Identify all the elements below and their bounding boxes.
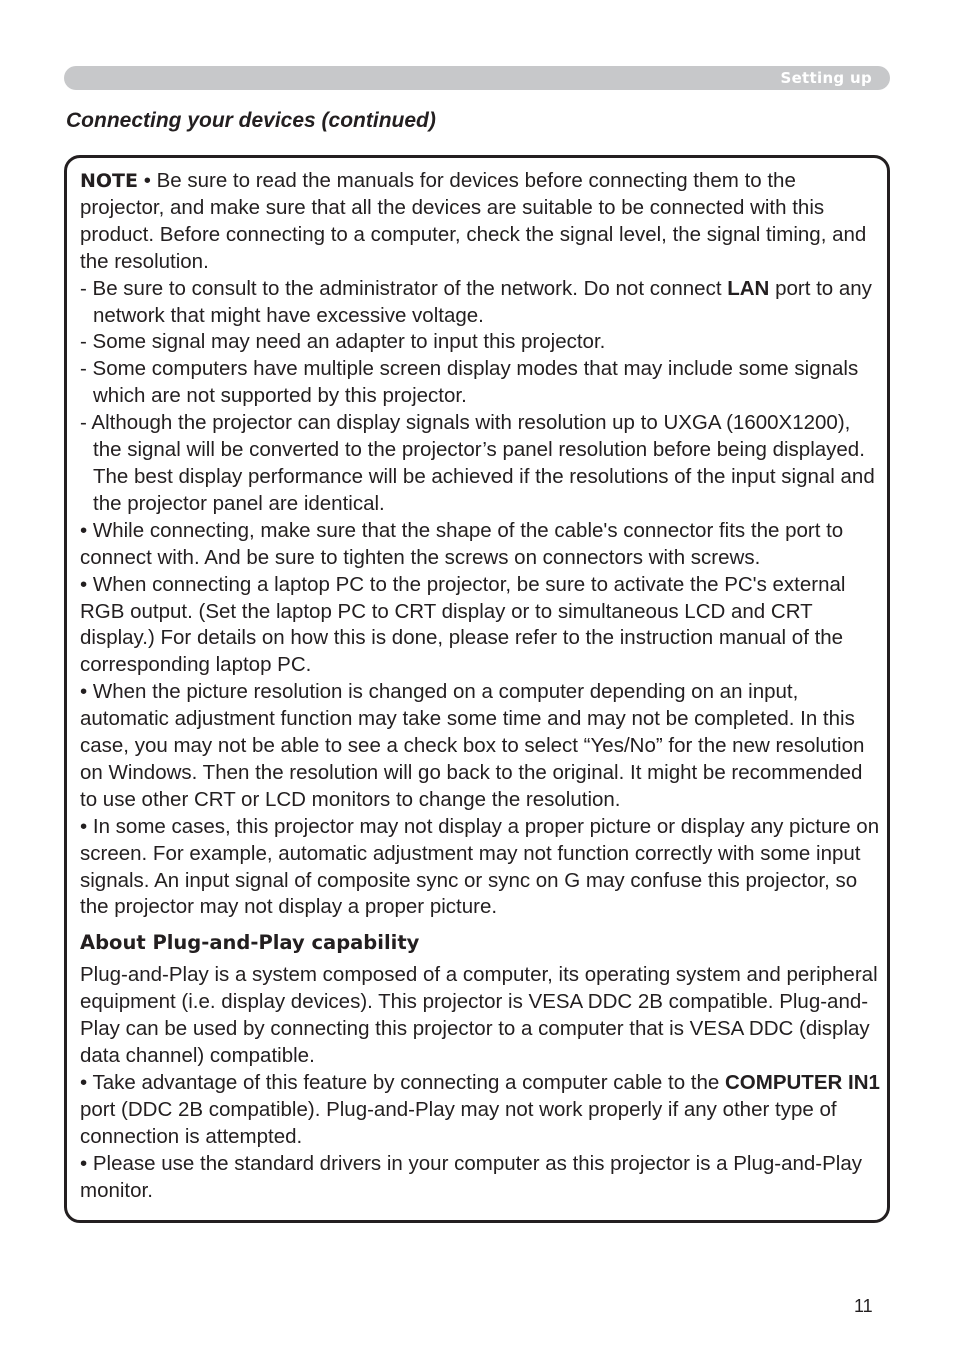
note-bullet-connector: • While connecting, make sure that the shape of the cable's connector fits the port to connect with. And be sure to tighten the screws on connectors with screws.	[80, 518, 844, 569]
header-bar	[64, 66, 890, 90]
section-label: Setting up	[780, 69, 872, 87]
note-box	[64, 155, 890, 1223]
note-label: NOTE	[80, 170, 138, 192]
pnp-bullet-cable	[80, 1070, 880, 1151]
pnp-bullet-cable-text: • Take advantage of this feature by connecting a computer cable to the	[80, 1070, 725, 1094]
computer-in1-label: COMPUTER IN1	[725, 1070, 880, 1094]
page-number: 11	[854, 1296, 873, 1316]
note-intro-text: • Be sure to read the manuals for devices before connecting them to the projector, and make sure that all the devices are suitable to be connected with this product. Before connecting to a computer, check the signal level, the signal timing, and the resolution.	[80, 169, 867, 273]
pnp-intro: Plug-and-Play is a system composed of a computer, its operating system and peripheral equipment (i.e. display devices). This projector is VESA DDC 2B compatible. Plug-and-Play can be used by connecting this projector to a computer that is VESA DDC (display data channel) compatible.	[80, 963, 878, 1067]
note-item-uxga: - Although the projector can display signals with resolution up to UXGA (1600X1200), the signal will be converted to the projector’s panel resolution before being displayed. The best display performance will be achieved if the resolutions of the input signal and the projector panel are identical.	[80, 411, 875, 515]
note-item-modes: - Some computers have multiple screen display modes that may include some signals which are not supported by this projector.	[80, 357, 859, 408]
note-bullet-laptop: • When connecting a laptop PC to the projector, be sure to activate the PC's external RGB output. (Set the laptop PC to CRT display or to simultaneous LCD and CRT display.) For details on how this is done, please refer to the instruction manual of the corresponding laptop PC.	[80, 572, 846, 677]
note-item-lan-text-end: port to any network that might have excessive voltage.	[93, 276, 872, 327]
note-intro	[80, 168, 880, 276]
page-title: Connecting your devices (continued)	[66, 109, 436, 132]
note-item-lan	[80, 276, 880, 330]
note-bullet-display: • In some cases, this projector may not display a proper picture or display any picture on screen. For example, automatic adjustment may not function correctly with some input signals. An input signal of composite sync or sync on G may confuse this projector, so the projector may not display a proper picture.	[80, 814, 880, 919]
note-bullet-resolution: • When the picture resolution is changed on a computer depending on an input, automatic adjustment function may take some time and may not be completed. In this case, you may not be able to see a check box to select “Yes/No” for the new resolution on Windows. Then the resolution will go back to the original. It might be recommended to use other CRT or LCD monitors to change the resolution.	[80, 680, 865, 811]
note-item-lan-text: - Be sure to consult to the administrator of the network. Do not connect	[80, 276, 728, 300]
lan-port-label: LAN	[727, 276, 770, 300]
pnp-heading: About Plug-and-Play capability	[80, 931, 420, 955]
note-item-adapter: - Some signal may need an adapter to input this projector.	[80, 330, 606, 354]
pnp-bullet-drivers: • Please use the standard drivers in your computer as this projector is a Plug-and-Play monitor.	[80, 1151, 863, 1202]
note-content	[80, 168, 880, 1204]
pnp-bullet-cable-text-end: port (DDC 2B compatible). Plug-and-Play may not work properly if any other type of connection is attempted.	[80, 1097, 837, 1148]
